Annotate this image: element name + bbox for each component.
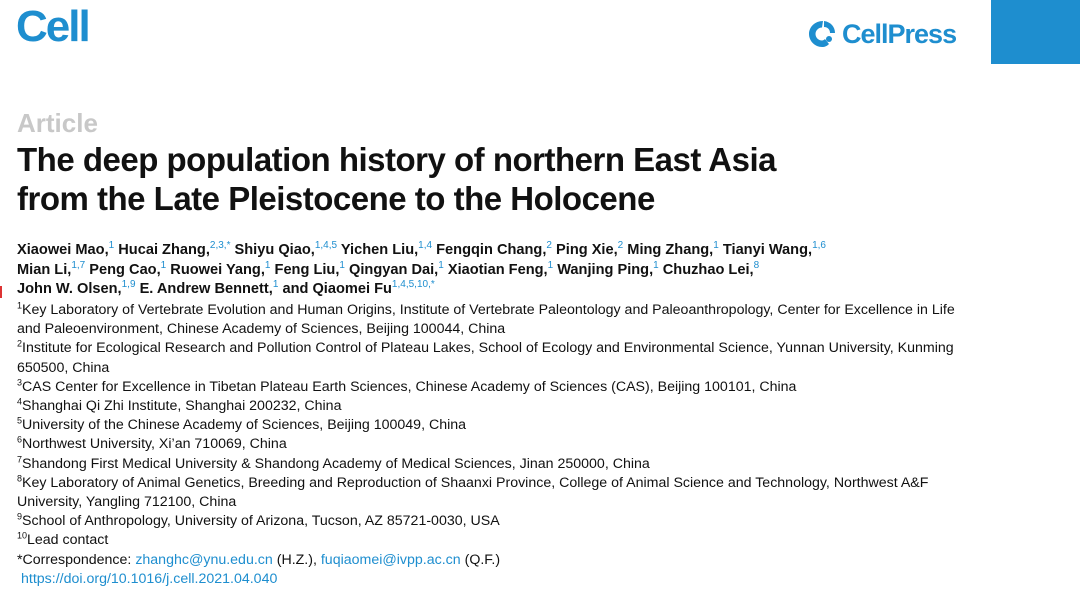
author-affiliation-ref[interactable]: 1 [547,259,554,271]
author-line [17,241,1017,261]
author-affiliation-ref[interactable]: 1 [272,279,279,291]
corner-color-block [991,0,1080,64]
margin-marker [0,286,2,298]
article-type-label: Article [17,108,98,138]
author: Feng Liu,$^1$ [274,259,345,278]
affiliations [17,301,977,589]
lead-contact: $^{10}$Lead contact [17,530,109,549]
email-link-zhang[interactable]: zhanghc@ynu.edu.cn [135,551,273,568]
author-line [17,261,1017,281]
author: Tianyi Wang,$^{1,6}$ [722,240,826,258]
author-affiliation-ref[interactable]: 2,3,* [209,240,231,252]
author: Qingyan Dai,$^1$ [349,259,444,278]
correspondence: *Correspondence: zhanghc@ynu.edu.cn (H.Z.), fuqiaomei@ivpp.ac.cn (Q.F.) [17,551,501,568]
author-affiliation-ref[interactable]: 1,7 [71,259,86,271]
author: and Qiaomei $Fu^{1,4,5,10,*}$ [282,279,435,297]
email-link-fu[interactable]: fuqiaomei@ivpp.ac.cn [320,551,461,568]
author: Chuzhao Lei,$^8$ [662,259,760,278]
doi-link[interactable]: https://doi.org/10.1016/j.cell.2021.04.040 [21,570,278,587]
author-affiliation-ref[interactable]: 1 [160,259,167,271]
author-affiliation-ref[interactable]: 1,6 [812,240,826,252]
author-line [17,280,1017,300]
cellpress-wordmark: CellPress [842,18,957,49]
author-affiliation-ref[interactable]: 2 [617,240,624,252]
author: Ming Zhang,$^1$ [627,240,719,258]
author-affiliation-ref[interactable]: 8 [753,259,760,271]
affiliation-item: $^6$Northwest University, Xi’an 710069, China [17,434,287,453]
affiliation-item: $^9$School of Anthropology, University of Arizona, Tucson, AZ 85721-0030, USA [17,511,500,530]
author-list [17,241,1017,300]
cellpress-mark-icon [806,18,838,50]
author-affiliation-ref[interactable]: 1 [264,259,271,271]
affiliation-item: $^2$Institute for Ecological Research and Pollution Control of Plateau Lakes, School of Ecology and Environmental Science, Yunnan University, Kunming 650500, China [17,338,954,376]
title-line-1: The deep population history of northern East Asia [17,141,777,178]
author-affiliation-ref[interactable]: 1,4,5 [314,240,338,252]
author: Ping Xie,$^2$ [556,240,624,258]
author: Ruowei Yang,$^1$ [170,259,271,278]
cell-journal-logo: Cell [16,2,89,51]
affiliation-item: $^4$Shanghai Qi Zhi Institute, Shanghai 200232, China [17,396,342,415]
author-affiliation-ref[interactable]: 1,9 [121,279,136,291]
author-affiliation-ref[interactable]: 1 [653,259,659,271]
author: Wanjing Ping,$^1$ [557,259,659,278]
affiliation-item: $^8$Key Laboratory of Animal Genetics, Breeding and Reproduction of Shaanxi Province, College of Animal Science and Technology, Northwest A&F University, Yangling 712100, China [17,473,929,511]
author: Fengqin Chang,$^2$ [436,240,552,258]
author: John W. Olsen,$^{1,9}$ [17,279,136,297]
author-affiliation-ref[interactable]: 1 [108,240,115,252]
author-affiliation-ref[interactable]: 1 [438,259,444,271]
affiliation-item: $^3$CAS Center for Excellence in Tibetan Plateau Earth Sciences, Chinese Academy of Sciences (CAS), Beijing 100101, China [17,377,797,395]
author: E. Andrew Bennett,$^1$ [139,279,279,297]
author-affiliation-ref[interactable]: 1,4,5,10,* [391,279,435,291]
author-affiliation-ref[interactable]: 1 [713,240,719,252]
author-affiliation-ref[interactable]: 1 [339,259,345,271]
author-affiliation-ref[interactable]: 1,4 [418,240,433,252]
author-affiliation-ref[interactable]: 2 [546,240,552,252]
author: Shiyu Qiao,$^{1,4,5}$ [234,240,338,258]
author: Yichen Liu,$^{1,4}$ [340,240,433,258]
affiliation-item: $^5$University of the Chinese Academy of Sciences, Beijing 100049, China [17,415,467,434]
author: Mian Li,$^{1,7}$ [17,259,86,278]
author: Hucai Zhang,$^{2,3,*}$ [118,240,231,258]
author: Peng Cao,$^1$ [89,259,167,278]
author: Xiaotian Feng,$^1$ [447,259,554,278]
cellpress-logo [806,18,956,50]
affiliation-item: $^1$Key Laboratory of Vertebrate Evolution and Human Origins, Institute of Vertebrate Paleontology and Paleoanthropology, Center for Excellence in Life and Paleoenvironment, Chinese Academy of Sciences, Beijing 100044, China [17,300,955,338]
author: Xiaowei Mao,$^1$ [17,240,115,258]
title-line-2: from the Late Pleistocene to the Holocene [17,180,655,217]
affiliation-item: $^7$Shandong First Medical University & Shandong Academy of Medical Sciences, Jinan 250000, China [17,453,650,472]
doi [17,570,977,589]
article-title [17,140,1017,218]
